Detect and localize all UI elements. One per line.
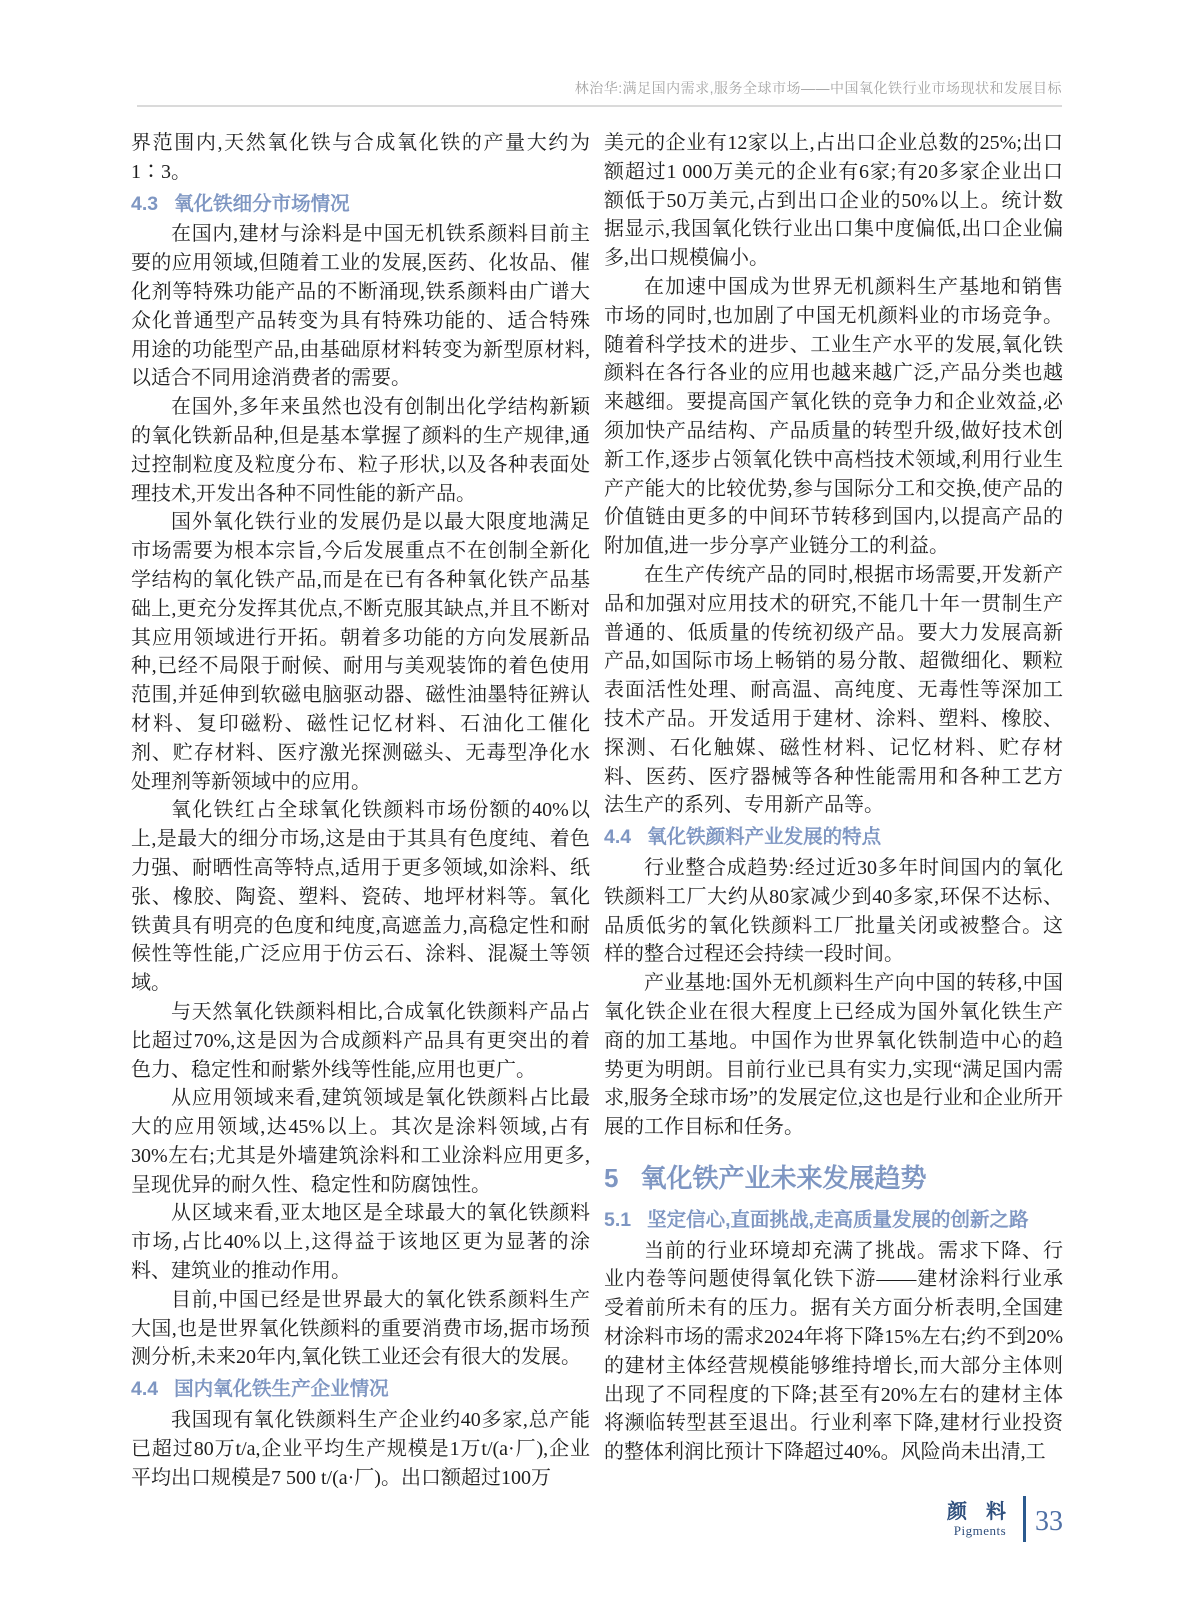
paragraph: 在国外,多年来虽然也没有创制出化学结构新颖的氧化铁新品种,但是基本掌握了颜料的生产规律,通过控制粒度及粒度分布、粒子形状,以及各种表面处理技术,开发出各种不同性能的新产品。 [131, 396, 590, 505]
paragraph: 产业基地:国外无机颜料生产向中国的转移,中国氧化铁企业在很大程度上已经成为国外氧化铁生产商的加工基地。中国作为世界氧化铁制造中心的趋势更为明朗。目前行业已具有实力,实现“满足国内需求,服务全球市场”的发展定位,这也是行业和企业所开展的工作目标和任务。 [604, 972, 1063, 1139]
right-column [604, 129, 1063, 1530]
section-number: 4.4 [604, 826, 632, 849]
section-title: 氧化铁细分市场情况 [174, 192, 350, 215]
journal-footer [947, 1493, 1063, 1545]
journal-name-en: Pigments [953, 1522, 1007, 1538]
paragraph: 从应用领域来看,建筑领域是氧化铁颜料占比最大的应用领域,达45%以上。其次是涂料领域,占有30%左右;尤其是外墙建筑涂料和工业涂料应用更多,呈现优异的耐久性、稳定性和防腐蚀性。 [131, 1087, 590, 1196]
paragraph: 从区域来看,亚太地区是全球最大的氧化铁颜料市场,占比40%以上,这得益于该地区更为显著的涂料、建筑业的推动作用。 [131, 1202, 590, 1283]
paragraph: 当前的行业环境却充满了挑战。需求下降、行业内卷等问题使得氧化铁下游——建材涂料行业承受着前所未有的压力。据有关方面分析表明,全国建材涂料市场的需求2024年将下降15%左右;约不到20%的建材主体经营规模能够维持增长,而大部分主体则出现了不同程度的下降;甚至有20%左右的建材主体将濒临转型甚至退出。行业利率下降,建材行业投资的整体利润比预计下降超过40%。风险尚未出清,工 [604, 1239, 1063, 1464]
paragraph: 在生产传统产品的同时,根据市场需要,开发新产品和加强对应用技术的研究,不能几十年一贯制生产普通的、低质量的传统初级产品。要大力发展高新产品,如国际市场上畅销的易分散、超微细化、颗粒表面活性处理、耐高温、高纯度、无毒性等深加工技术产品。开发适用于建材、涂料、塑料、橡胶、探测、石化触媒、磁性材料、记忆材料、贮存材料、医药、医疗器械等各种性能需用和各种工艺方法生产的系列、专用新产品等。 [604, 563, 1063, 817]
header-rule [137, 105, 1062, 107]
footer-divider-bar [1023, 1496, 1026, 1542]
section-heading [604, 1161, 1063, 1195]
paragraph: 国外氧化铁行业的发展仍是以最大限度地满足市场需要为根本宗旨,今后发展重点不在创制全新化学结构的氧化铁产品,而是在已有各种氧化铁产品基础上,更充分发挥其优点,不断克服其缺点,并且不断对其应用领域进行开拓。朝着多功能的方向发展新品种,已经不局限于耐候、耐用与美观装饰的着色使用范围,并延伸到软磁电脑驱动器、磁性油墨特征辨认材料、复印磁粉、磁性记忆材料、石油化工催化剂、贮存材料、医疗激光探测磁头、无毒型净化水处理剂等新领域中的应用。 [131, 511, 590, 793]
subsection-heading [604, 1206, 1063, 1235]
section-title: 坚定信心,直面挑战,走高质量发展的创新之路 [647, 1208, 1029, 1231]
paragraph: 界范围内,天然氧化铁与合成氧化铁的产量大约为1∶3。 [131, 132, 590, 183]
section-title: 氧化铁颜料产业发展的特点 [647, 826, 882, 849]
left-column [131, 129, 590, 1530]
subsection-heading [131, 1375, 590, 1404]
paragraph: 氧化铁红占全球氧化铁颜料市场份额的40%以上,是最大的细分市场,这是由于其具有色度纯、着色力强、耐晒性高等特点,适用于更多领域,如涂料、纸张、橡胶、陶瓷、塑料、瓷砖、地坪材料等。氧化铁黄具有明亮的色度和纯度,高遮盖力,高稳定性和耐候性等性能,广泛应用于仿云石、涂料、混凝土等领域。 [131, 799, 590, 995]
section-number: 5 [604, 1162, 619, 1193]
subsection-heading [131, 190, 590, 219]
running-head: 林治华:满足国内需求,服务全球市场——中国氧化铁行业市场现状和发展目标 [574, 80, 1062, 96]
subsection-heading [604, 823, 1063, 852]
section-title: 国内氧化铁生产企业情况 [174, 1378, 389, 1401]
paragraph: 与天然氧化铁颜料相比,合成氧化铁颜料产品占比超过70%,这是因为合成颜料产品具有更突出的着色力、稳定性和耐紫外线等性能,应用也更广。 [131, 1000, 590, 1081]
section-title: 氧化铁产业未来发展趋势 [640, 1162, 927, 1193]
section-number: 4.4 [131, 1378, 159, 1401]
journal-name-cn: 颜 料 [947, 1500, 1013, 1523]
section-number: 4.3 [131, 192, 159, 215]
paragraph: 目前,中国已经是世界最大的氧化铁系颜料生产大国,也是世界氧化铁颜料的重要消费市场,据市场预测分析,未来20年内,氧化铁工业还会有很大的发展。 [131, 1288, 590, 1369]
page-number: 33 [1035, 1506, 1063, 1537]
paragraph: 我国现有氧化铁颜料生产企业约40多家,总产能已超过80万t/a,企业平均生产规模是1万t/(a·厂),企业平均出口规模是7 500 t/(a·厂)。出口额超过100万 [131, 1409, 590, 1489]
paragraph: 行业整合成趋势:经过近30多年时间国内的氧化铁颜料工厂大约从80家减少到40多家,环保不达标、品质低劣的氧化铁颜料工厂批量关闭或被整合。这样的整合过程还会持续一段时间。 [604, 856, 1063, 966]
section-number: 5.1 [604, 1208, 632, 1231]
journal-logo [947, 1501, 1013, 1538]
paragraph: 美元的企业有12家以上,占出口企业总数的25%;出口额超过1 000万美元的企业有6家;有20多家企业出口额低于50万美元,占到出口企业的50%以上。统计数据显示,我国氧化铁行业出口集中度偏低,出口企业偏多,出口规模偏小。 [604, 132, 1063, 270]
two-column-body [131, 129, 1063, 1530]
paragraph: 在加速中国成为世界无机颜料生产基地和销售市场的同时,也加剧了中国无机颜料业的市场竞争。随着科学技术的进步、工业生产水平的发展,氧化铁颜料在各行各业的应用也越来越广泛,产品分类也越来越细。要提高国产氧化铁的竞争力和企业效益,必须加快产品结构、产品质量的转型升级,做好技术创新工作,逐步占领氧化铁中高档技术领域,利用行业生产产能大的比较优势,参与国际分工和交换,使产品的价值链由更多的中间环节转移到国内,以提高产品的附加值,进一步分享产业链分工的利益。 [604, 275, 1063, 558]
paragraph: 在国内,建材与涂料是中国无机铁系颜料目前主要的应用领域,但随着工业的发展,医药、化妆品、催化剂等特殊功能产品的不断涌现,铁系颜料由广谱大众化普通型产品转变为具有特殊功能的、适合特殊用途的功能型产品,由基础原材料转变为新型原材料,以适合不同用途消费者的需要。 [131, 223, 590, 390]
